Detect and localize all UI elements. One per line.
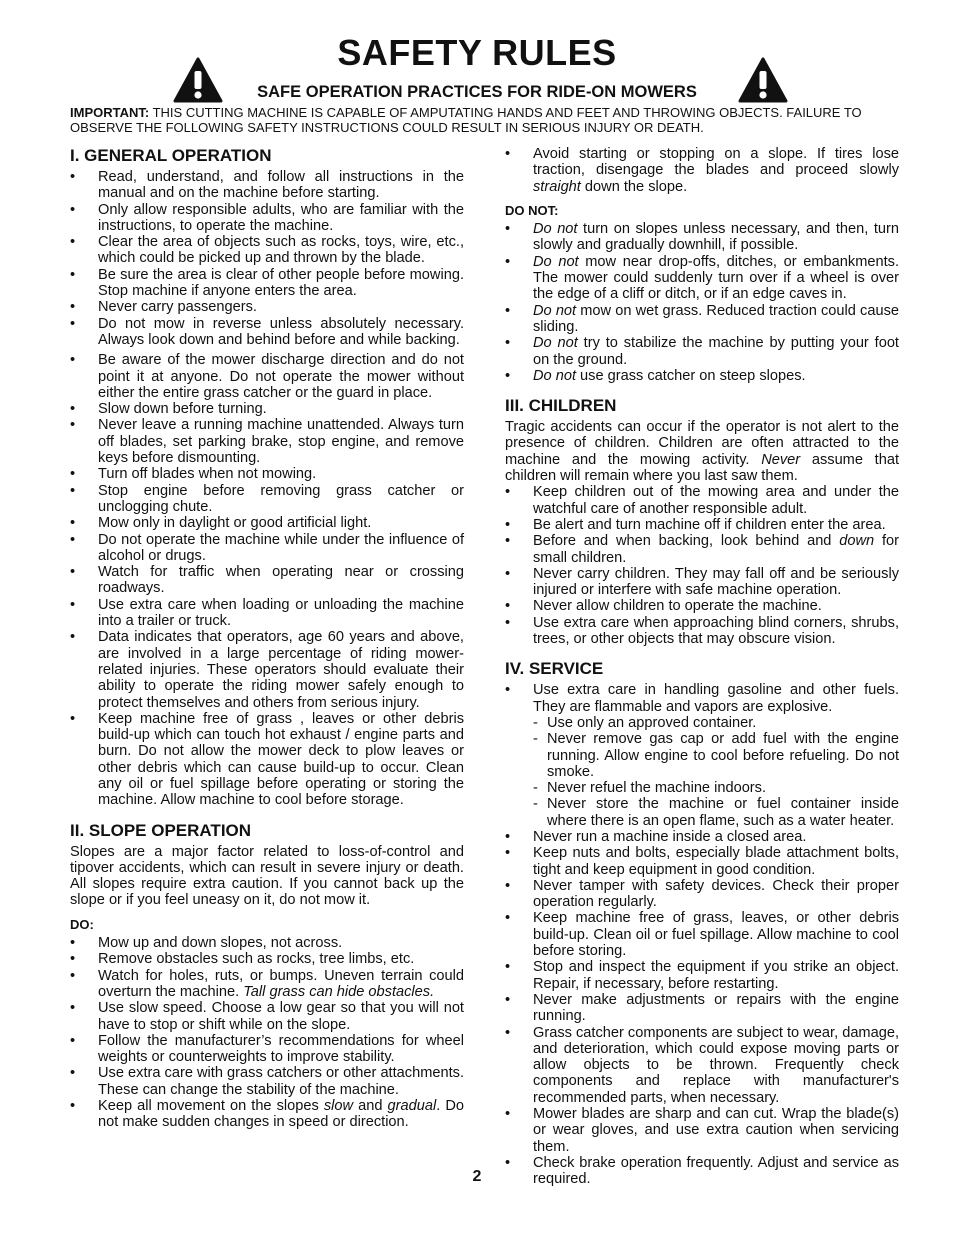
- list-item: • Keep machine free of grass, leaves, or other debris build-up. Clean oil or fuel spillage. Allow machine to cool before storing.: [505, 910, 899, 959]
- item-text: down the slope.: [584, 178, 688, 195]
- intro-text: assume that children will remain where you last saw them.: [505, 451, 900, 485]
- list-item: • Use extra care when approaching blind corners, shrubs, trees, or other objects that may obscure vision.: [505, 615, 899, 648]
- list-item: • Watch for traffic when operating near or crossing roadways.: [70, 564, 464, 597]
- item-emphasis: gradual: [387, 1098, 437, 1115]
- list-item: • Use slow speed. Choose a low gear so that you will not have to stop or shift while on the slope.: [70, 1000, 464, 1033]
- item-text: mow near drop-offs, ditches, or embankments. The mower could suddenly turn over if a wheel is over the edge of a cliff or ditch, or if an edge caves in.: [533, 253, 899, 303]
- list-item: • Stop and inspect the equipment if you strike an object. Repair, if necessary, before restarting.: [505, 959, 899, 992]
- list-item: [505, 533, 899, 566]
- item-emphasis: Do not: [533, 335, 578, 352]
- item-emphasis: Do not: [533, 221, 578, 238]
- item-emphasis: Do not: [533, 253, 579, 270]
- item-emphasis: slow: [323, 1098, 354, 1115]
- list-item: • Be alert and turn machine off if children enter the area.: [505, 517, 899, 533]
- item-emphasis: Do not: [533, 302, 577, 319]
- do-not-label: DO NOT:: [505, 202, 559, 218]
- list-item: • Mower blades are sharp and can cut. Wrap the blade(s) or wear gloves, and use extra caution when servicing them.: [505, 1106, 899, 1155]
- left-column: [70, 146, 464, 1131]
- general-operation-list: [70, 169, 464, 809]
- list-item: • Never leave a running machine unattended. Always turn off blades, set parking brake, stop engine, and remove keys before dismounting.: [70, 417, 464, 466]
- list-item: • Only allow responsible adults, who are familiar with the instructions, to operate the machine.: [70, 202, 464, 235]
- slope-do-not-list: [505, 221, 899, 384]
- list-item: • Follow the manufacturer’s recommendations for wheel weights or counterweights to improve stability.: [70, 1033, 464, 1066]
- slope-intro: Slopes are a major factor related to loss-of-control and tipover accidents, which can result in severe injury or death. All slopes require extra caution. If you cannot back up the slope or if you feel uneasy on it, do not mow it.: [70, 843, 464, 909]
- item-text: Keep all movement on the slopes: [98, 1098, 319, 1115]
- item-emphasis: down: [839, 533, 875, 550]
- list-item: [70, 1098, 464, 1131]
- item-text: turn on slopes unless necessary, and then, turn slowly and gradually downhill, if possible.: [533, 221, 899, 254]
- service-heading: IV. SERVICE: [505, 659, 604, 679]
- item-text: mow on wet grass. Reduced traction could cause sliding.: [533, 302, 899, 335]
- list-item: • Be sure the area is clear of other people before mowing. Stop machine if anyone enters the area.: [70, 267, 464, 300]
- item-text: Watch for holes, ruts, or bumps. Uneven terrain could overturn the machine.: [98, 967, 464, 1000]
- item-emphasis: Do not: [533, 367, 576, 384]
- item-text: use grass catcher on steep slopes.: [576, 367, 806, 384]
- list-item: • Never carry passengers.: [70, 299, 464, 315]
- fuel-sublist: [505, 715, 899, 829]
- list-item: • Never allow children to operate the machine.: [505, 598, 899, 614]
- list-item: • Read, understand, and follow all instructions in the manual and on the machine before starting.: [70, 169, 464, 202]
- sub-list-item: - Never refuel the machine indoors.: [505, 780, 899, 796]
- list-item: • Keep children out of the mowing area and under the watchful care of another responsible adult.: [505, 484, 899, 517]
- children-intro: [505, 419, 899, 484]
- list-item: • Slow down before turning.: [70, 401, 464, 417]
- list-item: [505, 221, 899, 254]
- page-number: 2: [472, 1168, 482, 1185]
- list-item: • Do not operate the machine while under the influence of alcohol or drugs.: [70, 532, 464, 565]
- list-item: • Clear the area of objects such as rocks, toys, wire, etc., which could be picked up and thrown by the blade.: [70, 234, 464, 267]
- list-item: • Never carry children. They may fall off and be seriously injured or interfere with safe machine operation.: [505, 566, 899, 599]
- item-emphasis: straight: [533, 178, 581, 195]
- slope-do-list: [70, 935, 464, 1131]
- list-item: • Never tamper with safety devices. Check their proper operation regularly.: [505, 878, 899, 911]
- list-item: [505, 682, 899, 829]
- list-item: • Remove obstacles such as rocks, tree limbs, etc.: [70, 951, 464, 967]
- list-item: [505, 368, 899, 384]
- list-item: • Grass catcher components are subject to wear, damage, and deterioration, which could expose moving parts or allow objects to be thrown. Frequently check components and replace with manufacturer's recommended parts, when necessary.: [505, 1025, 899, 1106]
- item-text: and: [358, 1098, 383, 1115]
- intro-emphasis: Never: [761, 451, 801, 468]
- list-item: • Never make adjustments or repairs with the engine running.: [505, 992, 899, 1025]
- list-item: • Keep machine free of grass , leaves or other debris build-up which can touch hot exhaust / engine parts and burn. Do not allow the mower deck to plow leaves or other debris which can cause build-up to occur. Clean any oil or fuel spillage before operating or storing the machine. Allow machine to cool before storage.: [70, 711, 464, 809]
- sub-list-item: - Use only an approved container.: [505, 715, 899, 731]
- subtitle: SAFE OPERATION PRACTICES FOR RIDE-ON MOWERS: [257, 83, 697, 101]
- list-item: • Use extra care with grass catchers or other attachments. These can change the stability of the machine.: [70, 1065, 464, 1098]
- children-list: [505, 484, 899, 647]
- important-label: IMPORTANT:: [70, 105, 150, 120]
- children-heading: III. CHILDREN: [505, 396, 617, 416]
- list-item: • Mow up and down slopes, not across.: [70, 935, 464, 951]
- item-text: . Do not make sudden changes in speed or direction.: [98, 1098, 464, 1131]
- do-label: DO:: [70, 916, 94, 932]
- item-emphasis: Tall grass can hide obstacles.: [243, 983, 435, 1000]
- item-text: Before and when backing, look behind and: [533, 533, 832, 550]
- slope-do-list-continued: [505, 146, 899, 195]
- page-title: SAFETY RULES: [337, 32, 617, 73]
- important-text: THIS CUTTING MACHINE IS CAPABLE OF AMPUTATING HANDS AND FEET AND THROWING OBJECTS. FAILURE TO OBSERVE THE FOLLOWING SAFETY INSTRUCTIONS COULD RESULT IN SERIOUS INJURY OR DEATH.: [70, 105, 862, 135]
- item-text: try to stabilize the machine by putting your foot on the ground.: [533, 335, 899, 368]
- important-notice: [70, 105, 900, 135]
- intro-text: Tragic accidents can occur if the operator is not alert to the presence of children. Children are often attracted to the machine and the mowing activity.: [505, 419, 899, 468]
- list-item: • Keep nuts and bolts, especially blade attachment bolts, tight and keep equipment in good condition.: [505, 845, 899, 878]
- list-item: • Check brake operation frequently. Adjust and service as required.: [505, 1155, 899, 1188]
- list-item: • Be aware of the mower discharge direction and do not point it at anyone. Do not operate the mower without either the entire grass catcher or the guard in place.: [70, 352, 464, 401]
- list-item: • Mow only in daylight or good artificial light.: [70, 515, 464, 531]
- list-item: • Data indicates that operators, age 60 years and above, are involved in a large percentage of riding mower-related injuries. These operators should evaluate their ability to operate the riding mower safely enough to protect themselves and others from serious injury.: [70, 629, 464, 710]
- list-item: • Never run a machine inside a closed area.: [505, 829, 899, 845]
- service-list: [505, 682, 899, 1187]
- sub-list-item: - Never store the machine or fuel container inside where there is an open flame, such as a water heater.: [505, 796, 899, 829]
- list-item: [505, 303, 899, 336]
- right-column: [505, 146, 899, 1188]
- list-item: [505, 146, 899, 195]
- slope-operation-heading: II. SLOPE OPERATION: [70, 820, 252, 840]
- list-item: [70, 968, 464, 1001]
- list-item: • Do not mow in reverse unless absolutely necessary. Always look down and behind before and while backing.: [70, 316, 464, 349]
- list-item: [505, 335, 899, 368]
- sub-list-item: - Never remove gas cap or add fuel with the engine running. Allow engine to cool before refueling. Do not smoke.: [505, 731, 899, 780]
- item-text: for small children.: [533, 533, 899, 566]
- list-item: [505, 254, 899, 303]
- general-operation-heading: I. GENERAL OPERATION: [70, 146, 272, 165]
- list-item: • Use extra care when loading or unloading the machine into a trailer or truck.: [70, 597, 464, 630]
- list-item: • Turn off blades when not mowing.: [70, 466, 464, 482]
- item-text: Avoid starting or stopping on a slope. If tires lose traction, disengage the blades and proceed slowly: [533, 146, 899, 179]
- list-item: • Stop engine before removing grass catcher or unclogging chute.: [70, 483, 464, 516]
- item-text: Use extra care in handling gasoline and other fuels. They are flammable and vapors are explosive.: [533, 682, 899, 715]
